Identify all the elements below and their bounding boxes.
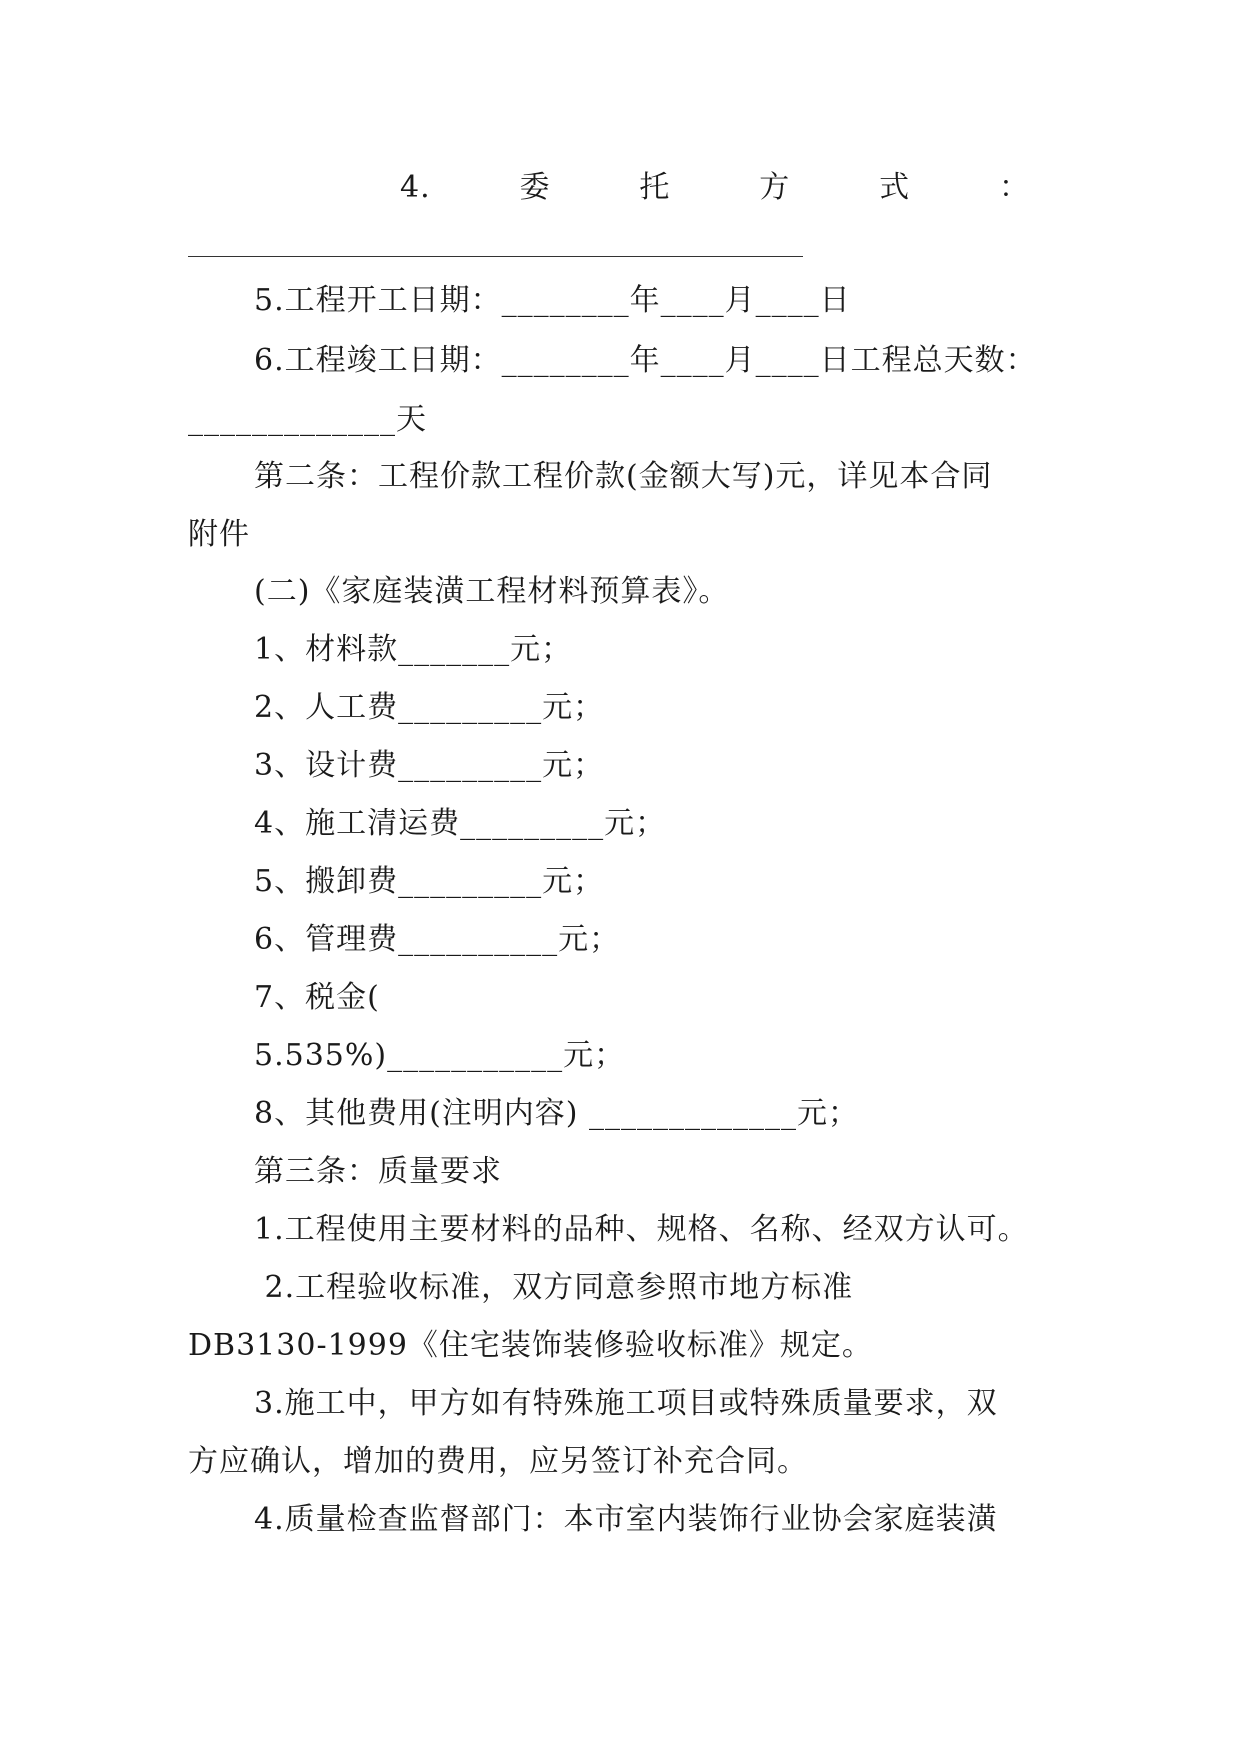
budget-item: 5.535%)___________元；	[254, 1038, 626, 1073]
entrust-number: 4.	[400, 170, 431, 205]
end-date-line: 6.工程竣工日期：________年____月____日工程总天数：	[254, 343, 1037, 378]
budget-item: 8、其他费用(注明内容) _____________元；	[254, 1096, 860, 1131]
entrust-method-line	[400, 168, 1030, 208]
budget-item: 2、人工费_________元；	[254, 690, 605, 725]
article-2-continuation: 附件	[188, 517, 250, 552]
entrust-colon: ：	[999, 170, 1030, 205]
quality-clause-2-continuation: DB3130-1999《住宅装饰装修验收标准》规定。	[188, 1328, 873, 1363]
entrust-blank-rule	[188, 256, 803, 257]
entrust-char-4: 式	[879, 170, 911, 205]
quality-clause-2: 2.工程验收标准，双方同意参照市地方标准	[254, 1270, 854, 1305]
quality-clause-3: 3.施工中，甲方如有特殊施工项目或特殊质量要求，双	[254, 1386, 998, 1421]
quality-clause-3-continuation: 方应确认，增加的费用，应另签订补充合同。	[188, 1444, 808, 1479]
budget-item: 3、设计费_________元；	[254, 748, 605, 783]
budget-item: 5、搬卸费_________元；	[254, 864, 605, 899]
start-date-line: 5.工程开工日期：________年____月____日	[254, 283, 851, 318]
budget-item: 7、税金(	[254, 980, 380, 1015]
quality-clause-1: 1.工程使用主要材料的品种、规格、名称、经双方认可。	[254, 1212, 1029, 1247]
article-3-heading: 第三条：质量要求	[254, 1154, 502, 1189]
entrust-char-2: 托	[639, 170, 671, 205]
quality-clause-4: 4.质量检查监督部门：本市室内装饰行业协会家庭装潢	[254, 1502, 998, 1537]
budget-item: 6、管理费__________元；	[254, 922, 621, 957]
article-2-heading: 第二条：工程价款工程价款(金额大写)元，详见本合同	[254, 459, 993, 494]
budget-item: 1、材料款_______元；	[254, 632, 573, 667]
entrust-char-3: 方	[759, 170, 791, 205]
budget-table-title: (二)《家庭装潢工程材料预算表》。	[254, 574, 730, 609]
entrust-char-1: 委	[519, 170, 551, 205]
budget-item: 4、施工清运费_________元；	[254, 806, 667, 841]
total-days-line: _____________天	[188, 402, 427, 437]
